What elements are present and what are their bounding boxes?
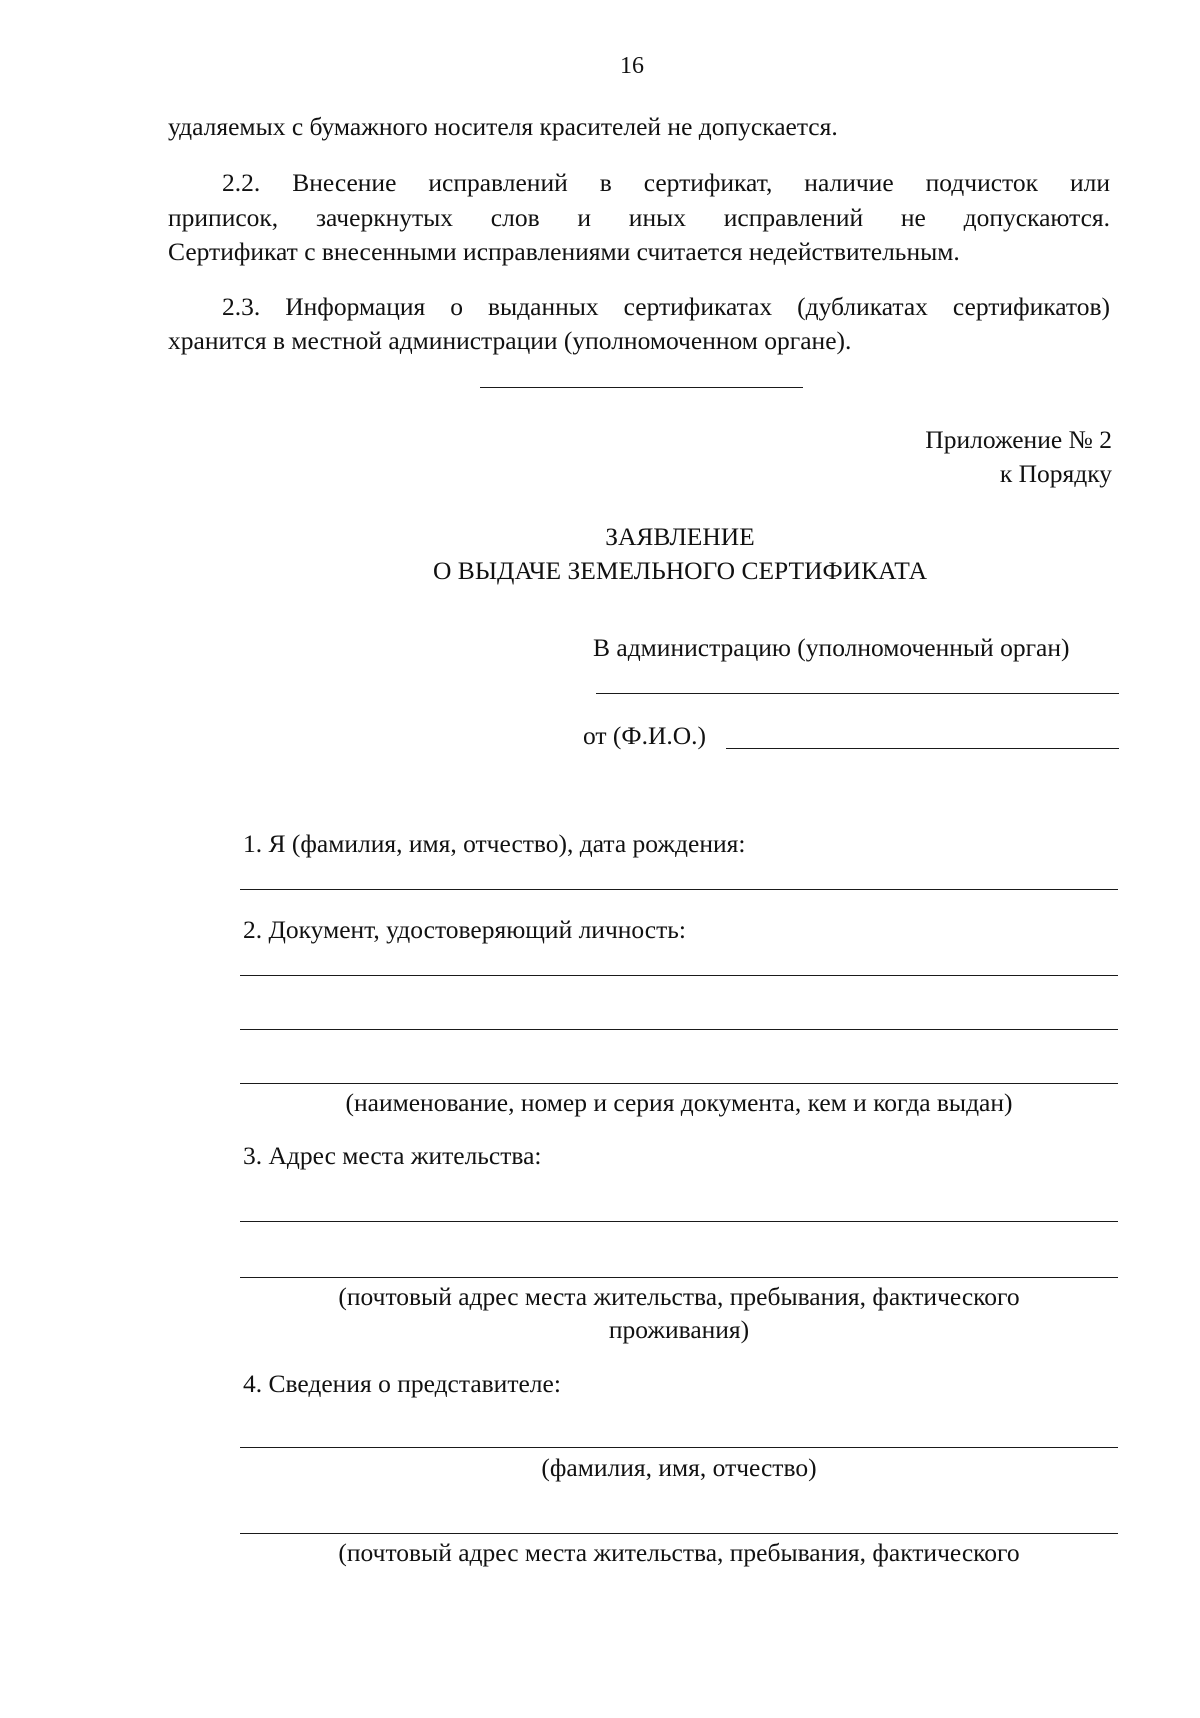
item-4-address-caption: (почтовый адрес места жительства, пребывания, фактического — [338, 1538, 1020, 1567]
clause-2-2-line-2: приписок, зачеркнутых слов и иных исправлений не допускаются. — [168, 203, 1110, 232]
section-separator — [480, 387, 803, 388]
from-name-input-line[interactable] — [726, 748, 1119, 749]
item-1-input-line[interactable] — [240, 889, 1118, 890]
item-4-address-input-line[interactable] — [240, 1533, 1118, 1534]
item-3-caption-line-2: проживания) — [608, 1315, 750, 1344]
clause-2-2-line-1: 2.2. Внесение исправлений в сертификат, наличие подчисток или — [222, 168, 1110, 197]
item-2-input-line-2[interactable] — [240, 1029, 1118, 1030]
item-4-label: 4. Сведения о представителе: — [243, 1369, 561, 1398]
addressee-label: В администрацию (уполномоченный орган) — [593, 633, 1070, 662]
item-2-caption: (наименование, номер и серия документа, кем и когда выдан) — [345, 1088, 1013, 1117]
clause-2-3-line-2: хранится в местной администрации (уполномоченном органе). — [168, 326, 852, 355]
item-2-input-line-3[interactable] — [240, 1083, 1118, 1084]
appendix-line-2: к Порядку — [999, 459, 1112, 488]
item-3-caption-line-1: (почтовый адрес места жительства, пребывания, фактического — [338, 1282, 1020, 1311]
item-1-label: 1. Я (фамилия, имя, отчество), дата рождения: — [243, 829, 746, 858]
from-label: от (Ф.И.О.) — [583, 721, 707, 750]
item-3-input-line-1[interactable] — [240, 1221, 1118, 1222]
page-number: 16 — [620, 53, 644, 79]
form-title-line-2: О ВЫДАЧЕ ЗЕМЕЛЬНОГО СЕРТИФИКАТА — [433, 556, 927, 585]
item-2-label: 2. Документ, удостоверяющий личность: — [243, 915, 686, 944]
item-2-input-line-1[interactable] — [240, 975, 1118, 976]
item-3-input-line-2[interactable] — [240, 1277, 1118, 1278]
continuation-text: удаляемых с бумажного носителя красителей не допускается. — [168, 112, 838, 141]
form-title-line-1: ЗАЯВЛЕНИЕ — [605, 522, 755, 551]
clause-2-2-line-3: Сертификат с внесенными исправлениями считается недействительным. — [168, 237, 960, 266]
item-4-name-caption: (фамилия, имя, отчество) — [541, 1453, 817, 1482]
item-3-label: 3. Адрес места жительства: — [243, 1141, 542, 1170]
item-4-name-input-line[interactable] — [240, 1447, 1118, 1448]
appendix-line-1: Приложение № 2 — [925, 425, 1112, 454]
addressee-input-line[interactable] — [596, 693, 1119, 694]
clause-2-3-line-1: 2.3. Информация о выданных сертификатах (дубликатах сертификатов) — [222, 292, 1110, 321]
